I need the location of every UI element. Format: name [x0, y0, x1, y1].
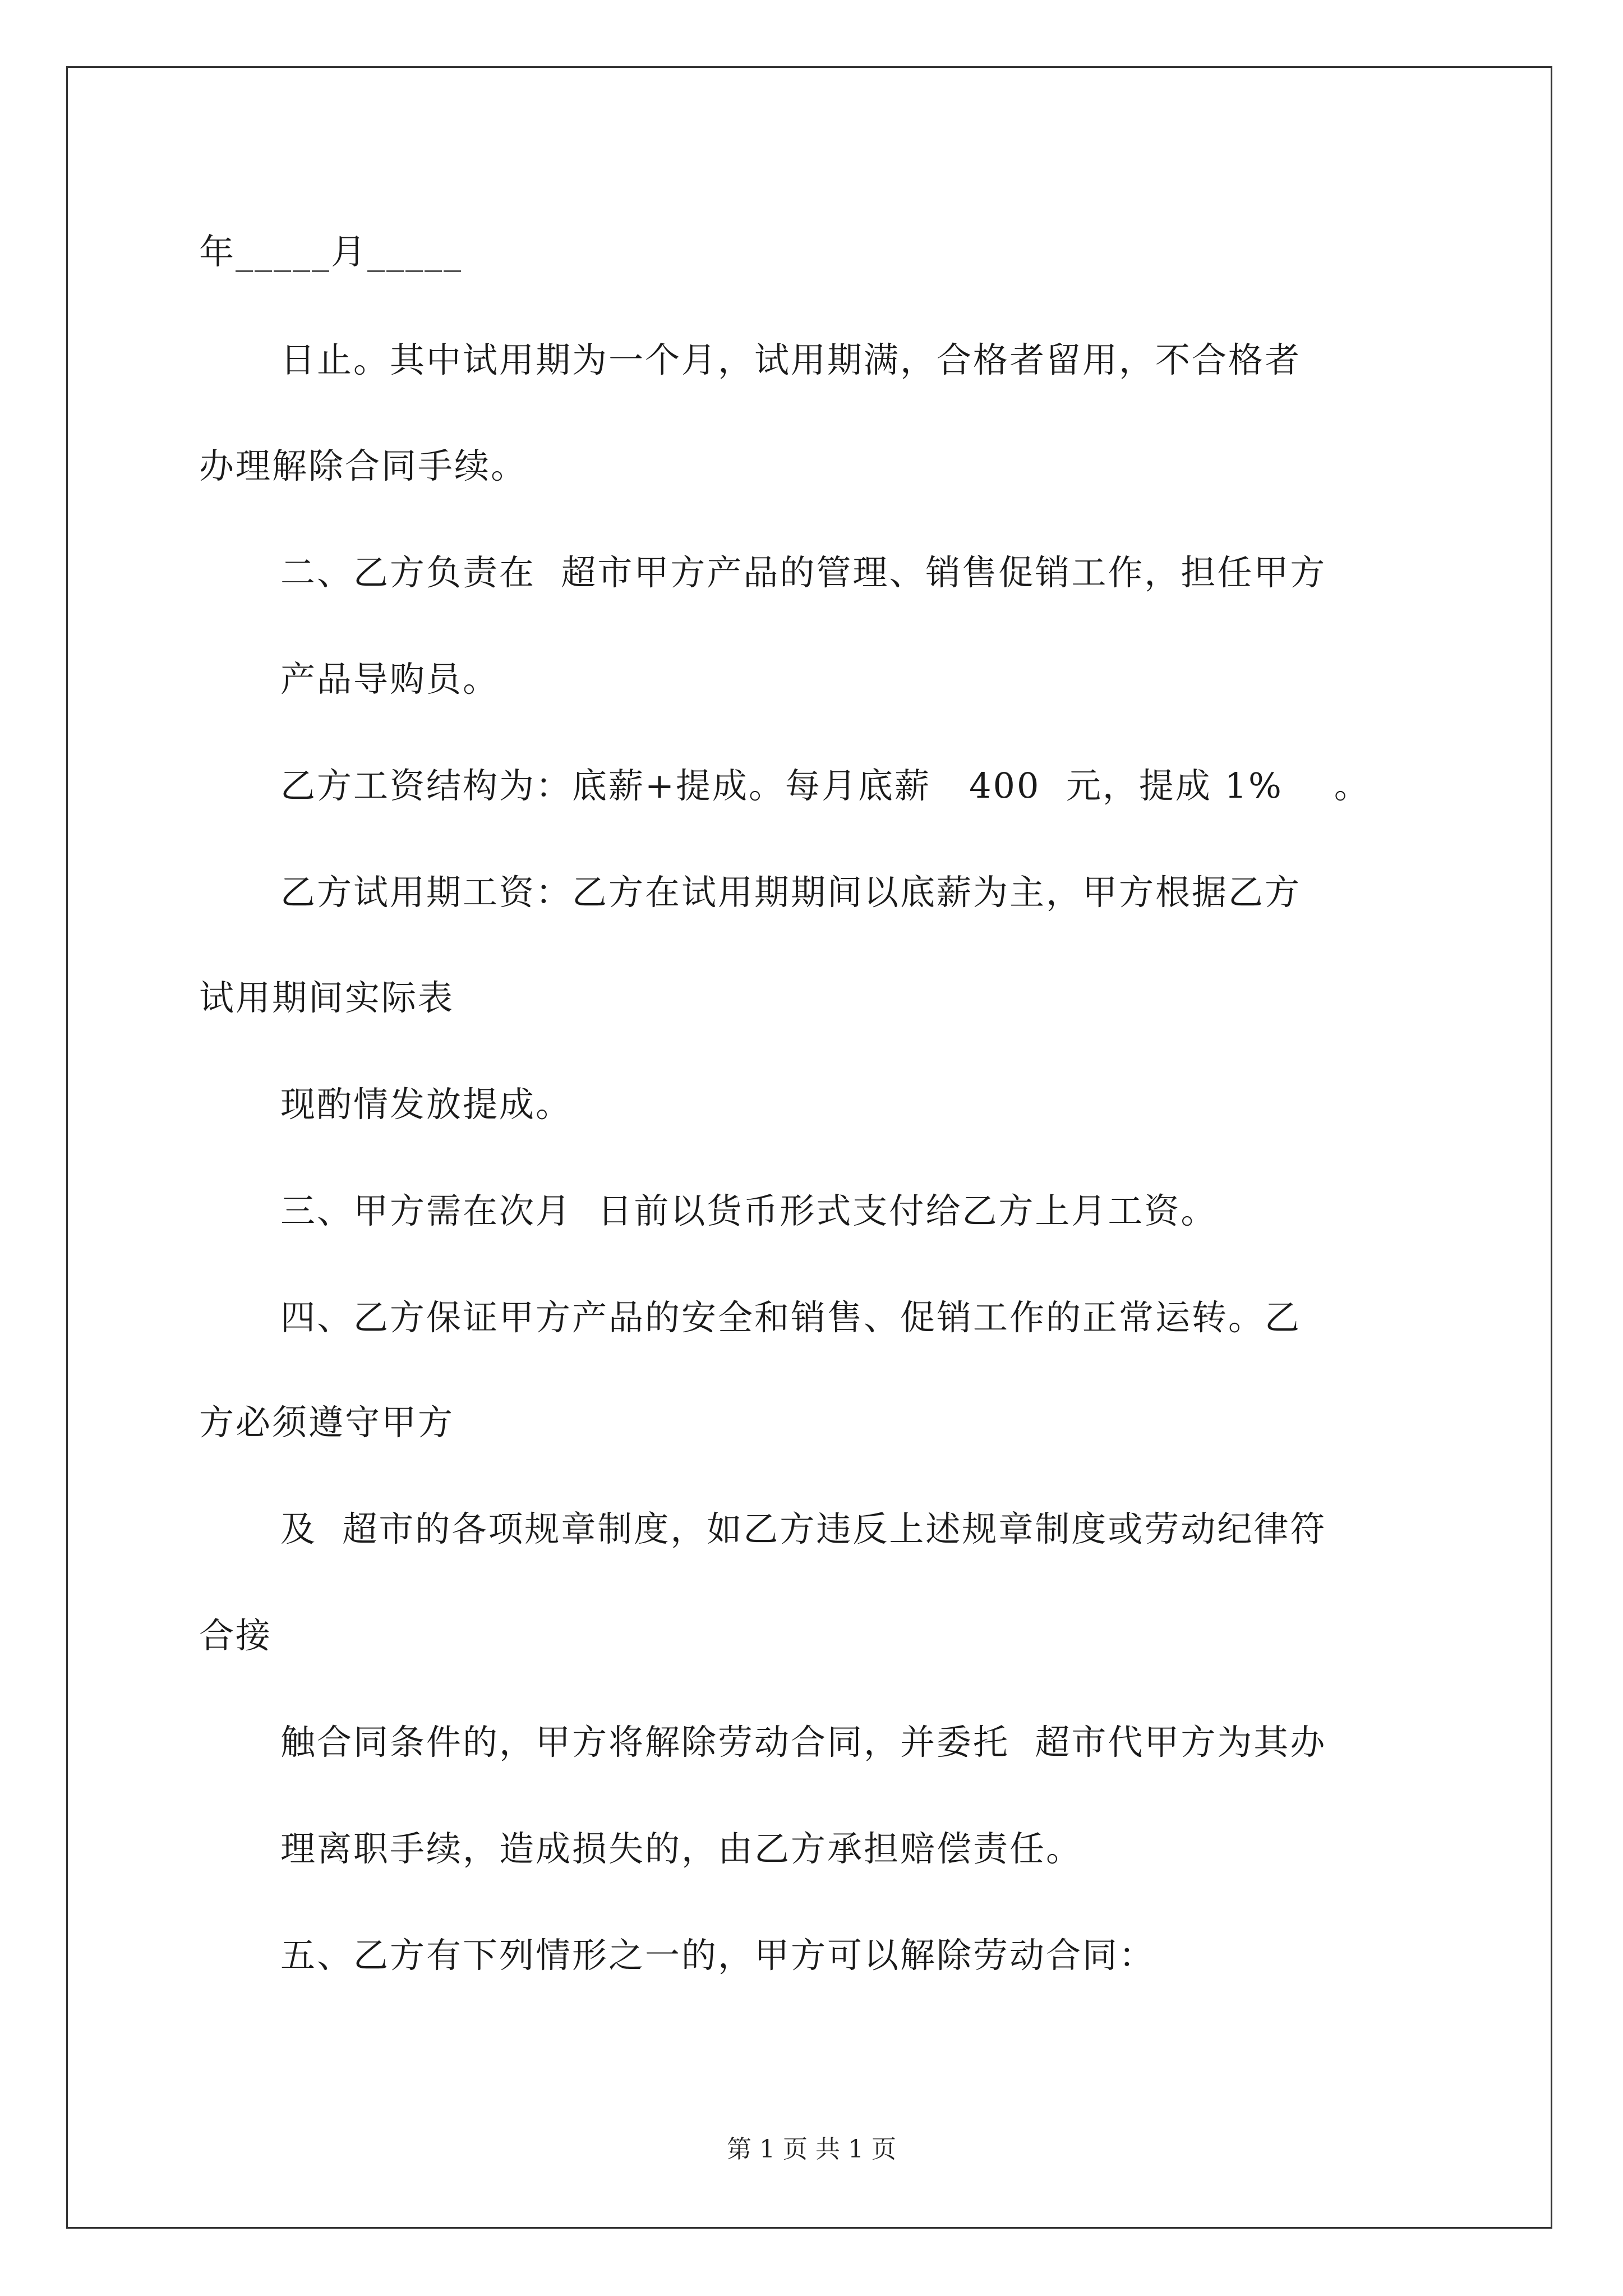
text-line: 四、乙方保证甲方产品的安全和销售、促销工作的正常运转。乙 — [280, 1297, 1302, 1338]
page-number-footer: 第 1 页 共 1 页 — [727, 2135, 896, 2164]
text-line: 方必须遵守甲方 — [199, 1402, 455, 1443]
text-line: 日止。其中试用期为一个月，试用期满，合格者留用，不合格者 — [280, 339, 1302, 380]
text-line: 五、乙方有下列情形之一的，甲方可以解除劳动合同： — [280, 1935, 1156, 1976]
text-line: 现酌情发放提成。 — [280, 1084, 573, 1125]
text-line: 年_____月_____ — [199, 231, 463, 272]
text-line: 乙方工资结构为：底薪+提成。每月底薪 400 元，提成 1% 。 — [280, 765, 1371, 806]
text-line: 乙方试用期工资：乙方在试用期期间以底薪为主，甲方根据乙方 — [280, 872, 1302, 913]
text-line: 合接 — [199, 1615, 273, 1656]
text-line: 及 超市的各项规章制度，如乙方违反上述规章制度或劳动纪律符 — [280, 1508, 1327, 1549]
text-line: 触合同条件的，甲方将解除劳动合同，并委托 超市代甲方为其办 — [280, 1722, 1327, 1763]
text-line: 三、甲方需在次月 日前以货币形式支付给乙方上月工资。 — [280, 1190, 1218, 1231]
text-line: 试用期间实际表 — [199, 977, 455, 1018]
text-line: 办理解除合同手续。 — [199, 445, 528, 486]
text-line: 产品导购员。 — [280, 659, 500, 700]
text-line: 二、乙方负责在 超市甲方产品的管理、销售促销工作，担任甲方 — [280, 552, 1327, 593]
page-border — [66, 66, 1552, 2229]
text-line: 理离职手续，造成损失的，由乙方承担赔偿责任。 — [280, 1828, 1083, 1869]
